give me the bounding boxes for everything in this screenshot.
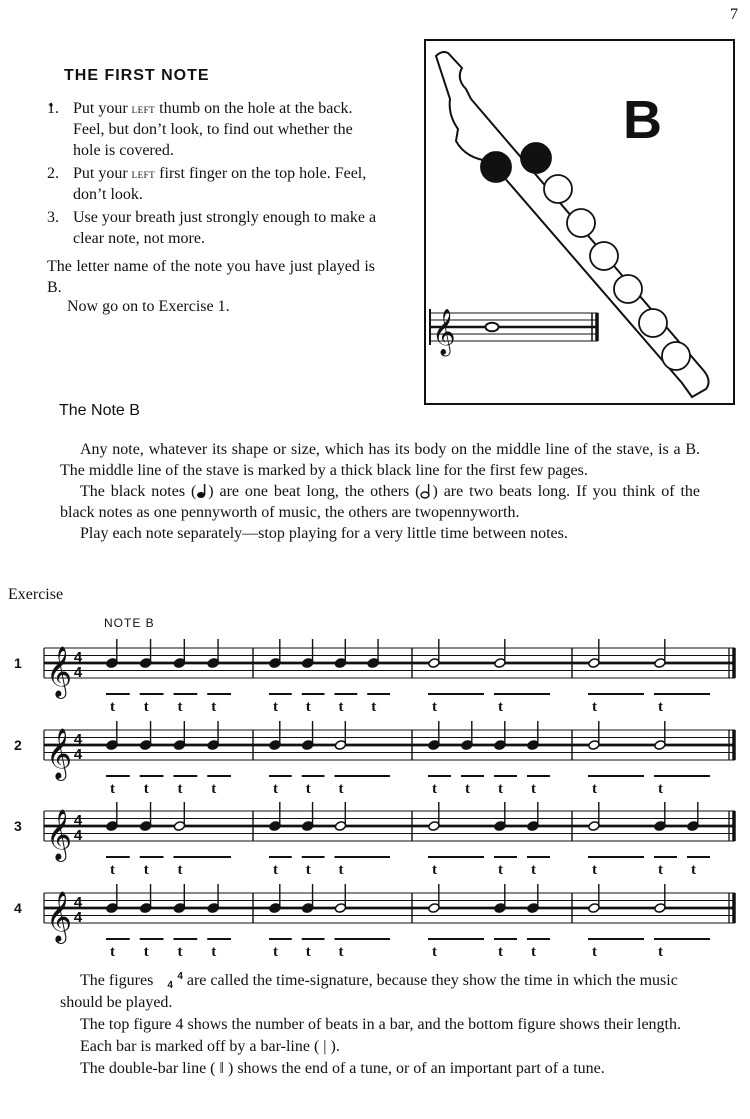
tongue-syllable: t xyxy=(498,781,503,797)
tongue-syllable: t xyxy=(592,944,597,960)
closed-hole-first-finger xyxy=(521,143,551,173)
tongue-syllable: t xyxy=(592,781,597,797)
time-signature-bottom: 4 xyxy=(73,746,83,763)
recorder-diagram xyxy=(426,41,733,403)
instruction-step xyxy=(47,207,379,249)
tongue-syllable: t xyxy=(658,781,663,797)
instruction-step xyxy=(47,98,379,161)
exercise-label: Exercise xyxy=(8,586,64,603)
tongue-syllable: t xyxy=(498,862,503,878)
tongue-syllable: t xyxy=(273,862,278,878)
tongue-syllable: t xyxy=(592,699,597,715)
step-text: Put your xyxy=(73,165,132,182)
step-emphasis: left xyxy=(131,166,156,181)
tongue-syllable: t xyxy=(211,699,217,715)
step-emphasis: left xyxy=(131,101,156,116)
tongue-syllable: t xyxy=(465,781,470,797)
explanation-line-3: Each bar is marked off by a bar-line ( | ). xyxy=(80,1038,340,1055)
tongue-syllable: t xyxy=(338,862,344,878)
tongue-syllable: t xyxy=(110,944,115,960)
tongue-syllable: t xyxy=(143,699,149,715)
time-signature-top: 4 xyxy=(73,731,83,748)
time-signature-explanation xyxy=(60,970,702,1080)
fingering-chart xyxy=(424,39,735,405)
exercise-row-number: 2 xyxy=(14,737,22,753)
para-text: The figures xyxy=(80,972,158,989)
tongue-syllable: t xyxy=(143,944,149,960)
tongue-syllable: t xyxy=(658,699,663,715)
tongue-syllable: t xyxy=(273,944,278,960)
treble-clef-icon: 𝄞 xyxy=(46,891,73,942)
step-text: thumb on the hole at the back. Feel, but don’t look, to find out whether the hole is covered. xyxy=(73,100,353,159)
section-title-first-note: THE FIRST NOTE xyxy=(64,67,210,84)
note-b-para-3: Play each note separately—stop playing for a very little time between notes. xyxy=(80,525,568,542)
tongue-syllable: t xyxy=(658,944,663,960)
explanation-line-4: The double-bar line ( ‖ ) shows the end of a tune, or of an important part of a tune. xyxy=(80,1060,605,1077)
exercise-row-number: 4 xyxy=(14,900,22,916)
tongue-syllable: t xyxy=(305,862,311,878)
treble-clef-icon: 𝄞 xyxy=(46,646,73,697)
tongue-syllable: t xyxy=(531,862,536,878)
step-text: Use your breath just strongly enough to make a clear note, not more. xyxy=(73,209,377,247)
para-text: ) are one beat long, the others ( xyxy=(208,483,421,500)
tongue-syllable: t xyxy=(273,781,278,797)
mini-stave xyxy=(430,309,598,357)
tongue-syllable: t xyxy=(531,781,536,797)
time-signature-top: 4 xyxy=(73,894,83,911)
tongue-syllable: t xyxy=(531,944,536,960)
time-signature-top: 4 xyxy=(73,812,83,829)
quarter-note-icon xyxy=(196,483,208,499)
tongue-syllable: t xyxy=(498,699,503,715)
tongue-syllable: t xyxy=(371,699,377,715)
open-hole xyxy=(544,175,572,203)
tongue-syllable: t xyxy=(338,699,344,715)
step-text: first finger on the top hole. Feel, don’t look. xyxy=(73,165,367,203)
page-number: 7 xyxy=(730,6,738,23)
tongue-syllable: t xyxy=(211,781,217,797)
instruction-step xyxy=(47,163,379,205)
tongue-syllable: t xyxy=(305,781,311,797)
explanation-line-2: The top figure 4 shows the number of beats in a bar, and the bottom figure shows their length. xyxy=(80,1016,681,1033)
ts-top: 4 xyxy=(177,971,183,983)
time-signature-icon xyxy=(157,972,183,990)
closed-hole-thumb xyxy=(481,152,511,182)
note-b-body xyxy=(60,439,700,544)
open-hole xyxy=(614,275,642,303)
tongue-syllable: t xyxy=(432,699,437,715)
go-on-paragraph: Now go on to Exercise 1. xyxy=(67,298,230,315)
tongue-syllable: t xyxy=(338,944,344,960)
whole-note-icon xyxy=(486,323,499,332)
tongue-syllable: t xyxy=(305,699,311,715)
tongue-syllable: t xyxy=(658,862,663,878)
time-signature-bottom: 4 xyxy=(73,827,83,844)
time-signature-bottom: 4 xyxy=(73,909,83,926)
note-b-para-2 xyxy=(60,481,700,523)
open-hole xyxy=(590,242,618,270)
step-text: Put your xyxy=(73,100,132,117)
time-signature-top: 4 xyxy=(73,649,83,666)
treble-clef-icon: 𝄞 xyxy=(46,728,73,779)
time-signature-bottom: 4 xyxy=(73,664,83,681)
tongue-syllable: t xyxy=(177,944,183,960)
exercise-row-number: 3 xyxy=(14,818,22,834)
tongue-syllable: t xyxy=(338,781,344,797)
explanation-line-1 xyxy=(60,970,702,1014)
tongue-syllable: t xyxy=(432,862,437,878)
step-number: 3. xyxy=(47,209,59,226)
step-number: 2. xyxy=(47,165,59,182)
tongue-syllable: t xyxy=(305,944,311,960)
ts-bottom: 4 xyxy=(167,980,173,992)
exercise-row-number: 1 xyxy=(14,655,22,671)
tongue-syllable: t xyxy=(432,944,437,960)
para-text: are called the time-signature, because they show the time in which the music should be played. xyxy=(60,972,678,1011)
tongue-syllable: t xyxy=(143,781,149,797)
para-text: ) are two beats long. If you think of the black notes as one pennyworth of music, the others are twopennyworth. xyxy=(60,483,701,521)
tongue-syllable: t xyxy=(177,862,183,878)
tongue-syllable: t xyxy=(432,781,437,797)
tongue-syllable: t xyxy=(110,862,115,878)
treble-clef-icon: 𝄞 xyxy=(46,809,73,860)
tongue-syllable: t xyxy=(211,944,217,960)
step-number: 1. xyxy=(47,100,59,117)
note-b-label: NOTE B xyxy=(104,616,155,630)
tongue-syllable: t xyxy=(110,781,115,797)
note-b-para-1: Any note, whatever its shape or size, which has its body on the middle line of the stave, is a B. The middle line of the stave is marked by a thick black line for the first few pages. xyxy=(60,441,700,479)
tongue-syllable: t xyxy=(143,862,149,878)
tongue-syllable: t xyxy=(110,699,115,715)
tongue-syllable: t xyxy=(273,699,278,715)
letter-name-paragraph: The letter name of the note you have just played is B. xyxy=(47,258,375,296)
fingering-letter: B xyxy=(623,90,662,150)
open-hole xyxy=(567,209,595,237)
tongue-syllable: t xyxy=(592,862,597,878)
exercise-staves xyxy=(0,628,750,960)
tongue-syllable: t xyxy=(177,781,183,797)
para-text: The black notes ( xyxy=(80,483,197,500)
open-hole xyxy=(639,309,667,337)
open-hole xyxy=(662,342,690,370)
tongue-syllable: t xyxy=(177,699,183,715)
treble-clef-icon: 𝄞 xyxy=(432,309,456,355)
heading-note-b: The Note B xyxy=(59,402,140,419)
instruction-list xyxy=(47,98,379,251)
tongue-syllable: t xyxy=(498,944,503,960)
half-note-icon xyxy=(420,483,432,499)
tongue-syllable: t xyxy=(691,862,696,878)
